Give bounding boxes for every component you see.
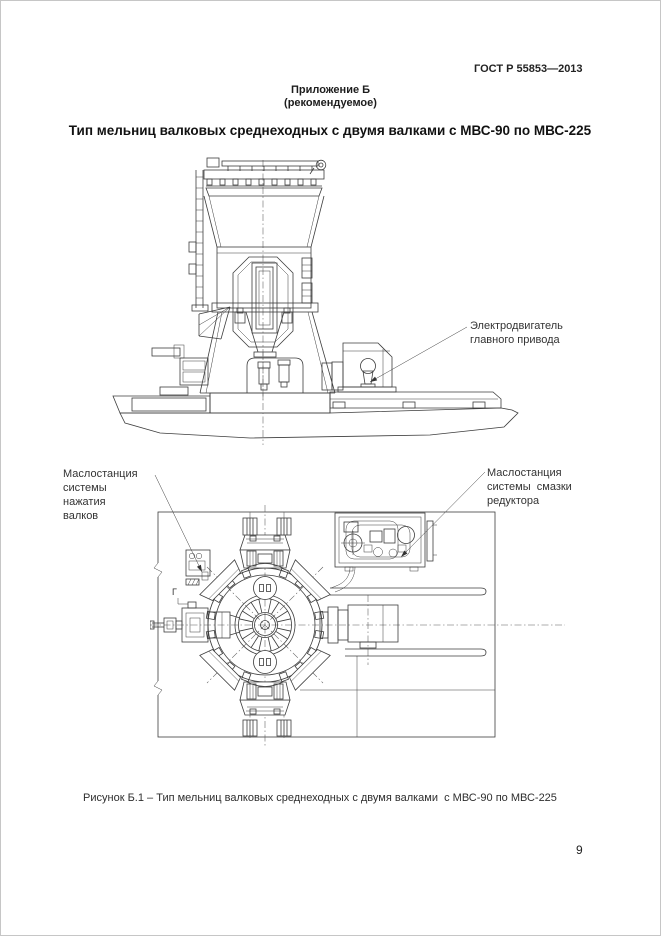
appendix-subtitle: (рекомендуемое) xyxy=(284,97,377,109)
section-title: Тип мельниц валковых среднеходных с двумя валками с МВС-90 по МВС-225 xyxy=(68,123,592,138)
gearbox-oil-leader-line xyxy=(401,472,485,557)
motor-leader-line xyxy=(370,327,467,382)
appendix-title: Приложение Б xyxy=(290,84,371,96)
mill-side-view-drawing xyxy=(100,155,560,455)
section-mark xyxy=(172,587,188,604)
press-oil-leader-line xyxy=(155,475,202,572)
main-drive-motor xyxy=(322,343,396,392)
roller-bottom xyxy=(254,651,277,674)
gost-header: ГОСТ Р 55853—2013 xyxy=(474,63,583,75)
plan-centerlines xyxy=(150,505,565,748)
roller-top xyxy=(254,577,277,600)
label-oil-station-press: Маслостанция системы нажатия валков xyxy=(63,468,138,522)
roller-housing-bottom xyxy=(240,682,290,715)
plan-motor-assembly xyxy=(300,588,495,737)
foundation-ground xyxy=(113,392,518,438)
figure-caption: Рисунок Б.1 – Тип мельниц валковых среднеходных с двумя валками с МВС-90 по МВС-225 xyxy=(83,792,557,804)
gearbox-oil-station xyxy=(331,513,437,592)
appendix-block xyxy=(0,84,661,110)
mill-tower xyxy=(189,158,326,357)
roller-housing-top xyxy=(240,535,290,568)
label-oil-station-gearbox: Маслостанция системы смазки редуктора xyxy=(487,467,572,507)
plan-frame xyxy=(154,512,495,737)
roller-press-drive xyxy=(150,602,240,642)
label-motor: Электродвигатель главного привода xyxy=(470,320,563,346)
left-auxiliary-unit xyxy=(152,345,208,395)
section-mark-label: Г xyxy=(172,587,177,597)
page-number: 9 xyxy=(576,843,583,857)
